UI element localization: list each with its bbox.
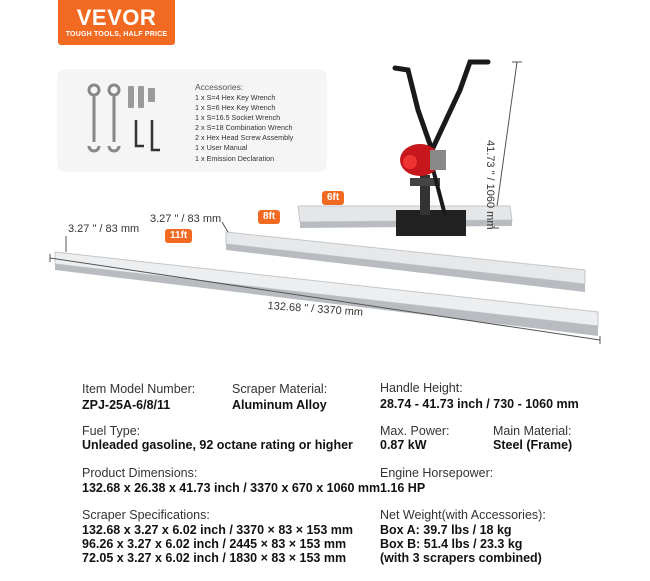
width-dimension-label-back: 3.27 " / 83 mm <box>150 213 222 225</box>
list-item: 1 x S=16.5 Socket Wrench <box>195 113 281 123</box>
list-item: 96.26 x 3.27 x 6.02 inch / 2445 × 83 × 153 mm <box>82 537 347 551</box>
length-dimension-label: 132.68 " / 3370 mm <box>267 300 364 319</box>
main-material-value: Steel (Frame) <box>493 438 573 452</box>
main-material-label: Main Material: <box>493 424 572 438</box>
list-item: 1 x S=4 Hex Key Wrench <box>195 93 276 102</box>
list-item: 1 x S=6 Hex Key Wrench <box>195 103 276 113</box>
scraper-material-value: Aluminum Alloy <box>232 398 327 412</box>
scraper-specs-label: Scraper Specifications: <box>82 508 210 522</box>
badge-11ft: 11ft <box>165 229 192 243</box>
max-power-value: 0.87 kW <box>380 438 427 452</box>
fuel-type-label: Fuel Type: <box>82 424 141 438</box>
product-dimensions-label: Product Dimensions: <box>82 466 198 480</box>
list-item: Box A: 39.7 lbs / 18 kg <box>380 523 512 537</box>
handle-height-label: Handle Height: <box>380 381 463 395</box>
brand-tagline: TOUGH TOOLS, HALF PRICE <box>65 31 168 38</box>
list-item: 2 x S=18 Combination Wrench <box>195 123 293 133</box>
list-item: 132.68 x 3.27 x 6.02 inch / 3370 × 83 × 153 mm <box>82 523 354 537</box>
scraper-specs-list <box>82 523 353 565</box>
height-dimension-label: 41.73 " / 1060 mm <box>484 140 496 230</box>
net-weight-label: Net Weight(with Accessories): <box>380 508 546 522</box>
engine-horsepower-label: Engine Horsepower: <box>380 466 494 480</box>
model-label: Item Model Number: <box>82 382 196 396</box>
handle-height-value: 28.74 - 41.73 inch / 730 - 1060 mm <box>380 397 579 411</box>
width-dimension-label-front: 3.27 " / 83 mm <box>68 223 140 235</box>
net-weight-list <box>380 523 542 565</box>
list-item: 72.05 x 3.27 x 6.02 inch / 1830 × 83 × 153 mm <box>82 551 347 565</box>
max-power-label: Max. Power: <box>380 424 450 438</box>
list-item: 1 x Emission Declaration <box>195 153 275 163</box>
list-item: 1 x User Manual <box>195 143 248 153</box>
accessories-title: Accessories: <box>195 82 244 92</box>
scraper-material-label: Scraper Material: <box>232 382 328 396</box>
list-item: (with 3 scrapers combined) <box>380 551 542 565</box>
badge-6ft: 6ft <box>322 191 344 205</box>
badge-8ft: 8ft <box>258 210 280 224</box>
list-item: 2 x Hex Head Screw Assembly <box>195 133 294 143</box>
engine-horsepower-value: 1.16 HP <box>380 481 426 495</box>
list-item: Box B: 51.4 lbs / 23.3 kg <box>380 537 523 551</box>
model-value: ZPJ-25A-6/8/11 <box>82 398 171 412</box>
fuel-type-value: Unleaded gasoline, 92 octane rating or higher <box>82 438 353 452</box>
brand-name: VEVOR <box>76 5 157 30</box>
product-dimensions-value: 132.68 x 26.38 x 41.73 inch / 3370 x 670 x 1060 mm <box>82 481 381 495</box>
